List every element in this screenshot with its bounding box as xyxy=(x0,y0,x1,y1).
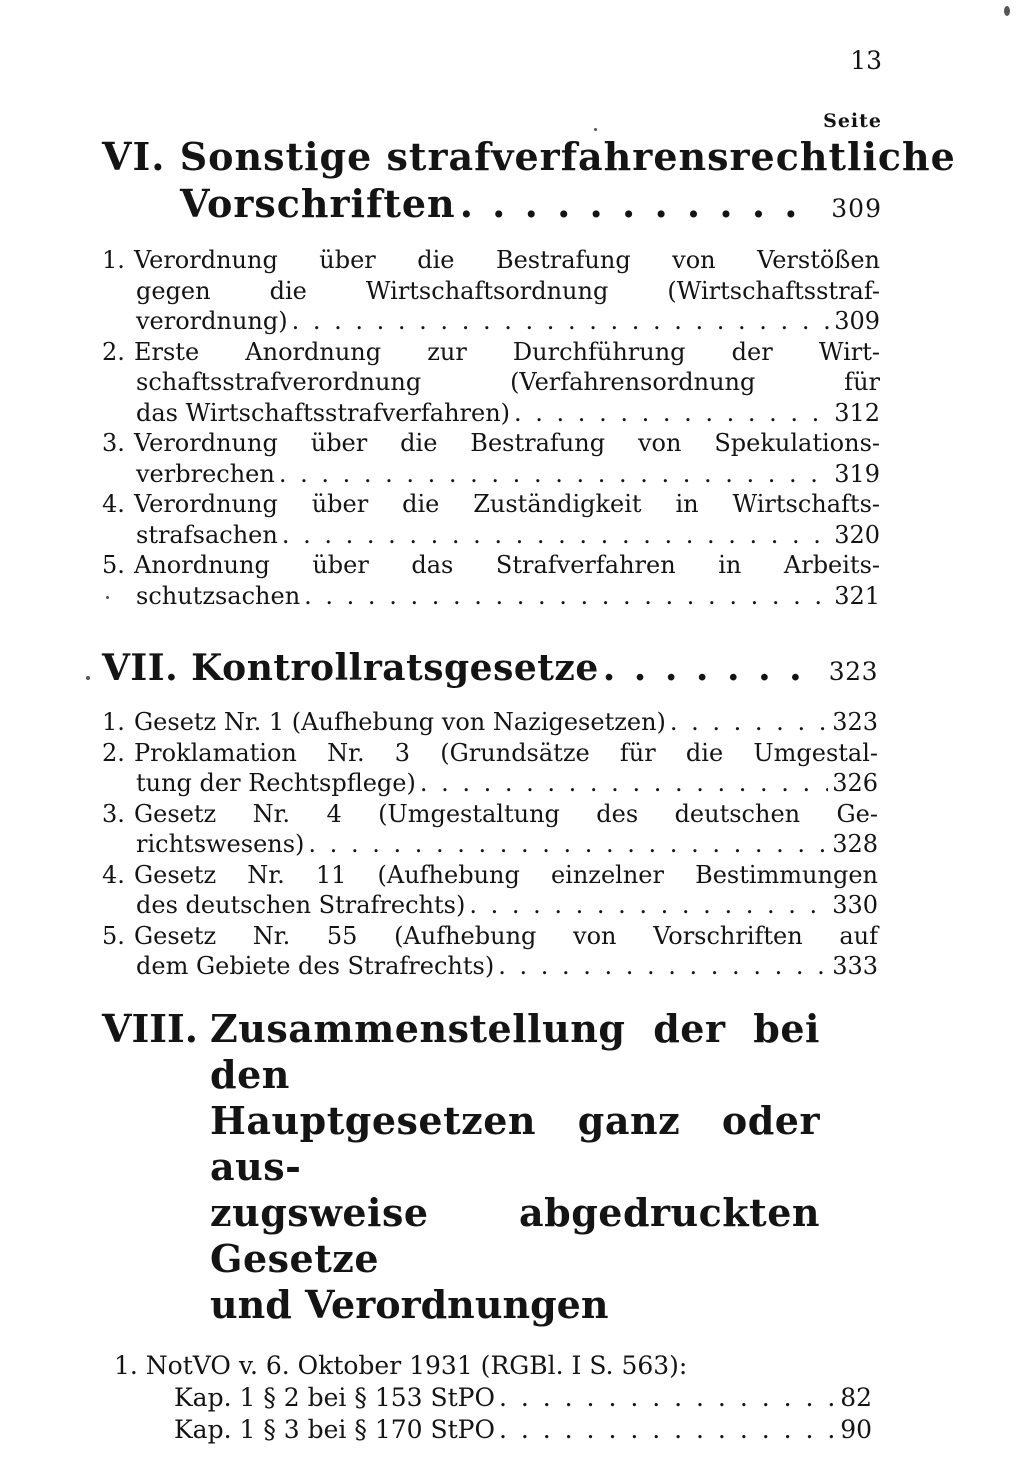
dot-leader xyxy=(469,890,828,921)
item-text-last: verbrechen xyxy=(136,459,275,488)
section-viii-title-line: und Verordnungen xyxy=(210,1282,609,1327)
dot-leader xyxy=(420,768,828,799)
item-text-line: schaftsstrafverordnung (Verfahrensordnung für xyxy=(136,368,880,396)
item-text-line: Verordnung über die Zuständigkeit in Wirtschafts- xyxy=(134,490,880,518)
item-number: 1. xyxy=(102,708,125,736)
sub-heading: 1. NotVO v. 6. Oktober 1931 (RGBl. I S. 563): xyxy=(114,1351,688,1380)
section-viii-title-line: zugsweise abgedruckten Gesetze xyxy=(210,1190,820,1281)
scan-speck xyxy=(106,596,109,599)
section-vi-items xyxy=(102,245,880,611)
section-vi-title-row xyxy=(102,180,882,233)
toc-item xyxy=(102,799,878,860)
item-text-last: das Wirtschaftsstrafverfahren) xyxy=(136,398,511,427)
section-vii-page: 323 xyxy=(828,657,878,686)
item-page: 333 xyxy=(832,952,878,980)
section-viii-numeral: VIII. xyxy=(102,1006,199,1051)
dot-leader xyxy=(499,1414,836,1446)
item-page: 323 xyxy=(832,708,878,736)
item-page: 320 xyxy=(834,520,880,549)
item-text-line: Anordnung über das Strafverfahren in Arbeits- xyxy=(134,551,880,579)
dot-leader xyxy=(279,459,830,490)
section-vii xyxy=(102,645,878,982)
item-number: 3. xyxy=(102,429,125,457)
toc-item xyxy=(102,921,878,982)
item-page: 326 xyxy=(832,769,878,797)
dot-leader xyxy=(304,581,830,612)
dot-leader xyxy=(499,1382,836,1414)
item-text-line: Verordnung über die Bestrafung von Verstößen xyxy=(134,246,880,274)
item-page: 312 xyxy=(834,398,880,427)
dot-leader xyxy=(670,707,828,738)
toc-item xyxy=(102,428,880,489)
toc-item xyxy=(102,489,880,550)
dot-leader xyxy=(498,951,828,982)
toc-item xyxy=(102,738,878,799)
sub-entry xyxy=(114,1382,872,1414)
scan-speck xyxy=(1004,6,1010,16)
item-page: 328 xyxy=(832,830,878,858)
section-vii-title-row xyxy=(102,645,878,695)
dot-leader xyxy=(514,398,830,429)
section-viii xyxy=(102,1006,882,1446)
item-text-last: verordnung) xyxy=(136,307,288,335)
item-text-line: Gesetz Nr. 4 (Umgestaltung des deutschen Ge- xyxy=(134,799,878,828)
scan-speck xyxy=(86,676,90,680)
sub-entry-text: Kap. 1 § 2 bei § 153 StPO xyxy=(174,1383,495,1412)
sub-entry-text: Kap. 1 § 3 bei § 170 StPO xyxy=(174,1415,495,1444)
section-vii-items xyxy=(102,707,878,982)
item-text-last: tung der Rechtspflege) xyxy=(136,769,416,797)
item-text-line: Gesetz Nr. 11 (Aufhebung einzelner Bestimmungen xyxy=(134,860,878,889)
section-vi-title-line2: Vorschriften xyxy=(180,181,456,226)
section-vi xyxy=(102,134,956,611)
item-number: 5. xyxy=(102,921,125,950)
scan-speck xyxy=(594,128,597,131)
dot-leader xyxy=(603,645,814,691)
section-viii-title-line: Zusammenstellung der bei den xyxy=(210,1006,820,1097)
item-number: 5. xyxy=(102,551,125,579)
item-number: 1. xyxy=(102,246,125,274)
item-text-last: Gesetz Nr. 1 (Aufhebung von Nazigesetzen) xyxy=(134,708,666,736)
sub-entry xyxy=(114,1414,872,1446)
sub-entry-page: 82 xyxy=(840,1383,872,1412)
column-header-seite: Seite xyxy=(823,110,882,132)
dot-leader xyxy=(292,306,831,337)
item-text-line: gegen die Wirtschaftsordnung (Wirtschaftsstraf- xyxy=(136,276,880,305)
item-text-line: Gesetz Nr. 55 (Aufhebung von Vorschriften auf xyxy=(134,921,878,950)
item-page: 330 xyxy=(832,891,878,919)
item-text-line: Verordnung über die Bestrafung von Spekulations- xyxy=(134,429,880,457)
item-text-last: richtswesens) xyxy=(136,830,305,858)
section-viii-title-line: Hauptgesetzen ganz oder aus- xyxy=(210,1098,820,1189)
item-number: 4. xyxy=(102,860,125,889)
item-text-last: schutzsachen xyxy=(136,581,301,610)
toc-item xyxy=(102,337,880,429)
item-number: 2. xyxy=(102,337,125,366)
section-viii-title xyxy=(210,1006,820,1328)
dot-leader xyxy=(308,829,828,860)
item-page: 321 xyxy=(834,581,880,610)
section-viii-sub xyxy=(102,1350,882,1446)
toc-item xyxy=(102,860,878,921)
section-vi-title-line1: VI. Sonstige strafverfahrensrechtliche xyxy=(102,134,956,179)
dot-leader xyxy=(460,180,818,228)
item-text-line: Erste Anordnung zur Durchführung der Wirt- xyxy=(134,337,880,366)
toc-item xyxy=(102,707,878,738)
sub-entry-page: 90 xyxy=(840,1415,872,1444)
item-page: 319 xyxy=(834,459,880,488)
item-page: 309 xyxy=(834,307,880,335)
dot-leader xyxy=(282,520,830,551)
section-viii-heading xyxy=(102,1006,882,1328)
toc-item xyxy=(102,245,880,337)
section-vii-title: VII. Kontrollratsgesetze xyxy=(102,647,599,689)
item-text-last: dem Gebiete des Strafrechts) xyxy=(136,952,495,980)
item-text-last: strafsachen xyxy=(136,520,278,549)
section-vi-page: 309 xyxy=(831,194,882,223)
item-text-last: des deutschen Strafrechts) xyxy=(136,891,466,919)
item-text-line: Proklamation Nr. 3 (Grundsätze für die Umgestal- xyxy=(134,738,878,767)
page-number: 13 xyxy=(850,46,882,75)
item-number: 2. xyxy=(102,738,125,767)
toc-item xyxy=(102,550,880,611)
item-number: 3. xyxy=(102,799,125,828)
item-number: 4. xyxy=(102,490,125,518)
